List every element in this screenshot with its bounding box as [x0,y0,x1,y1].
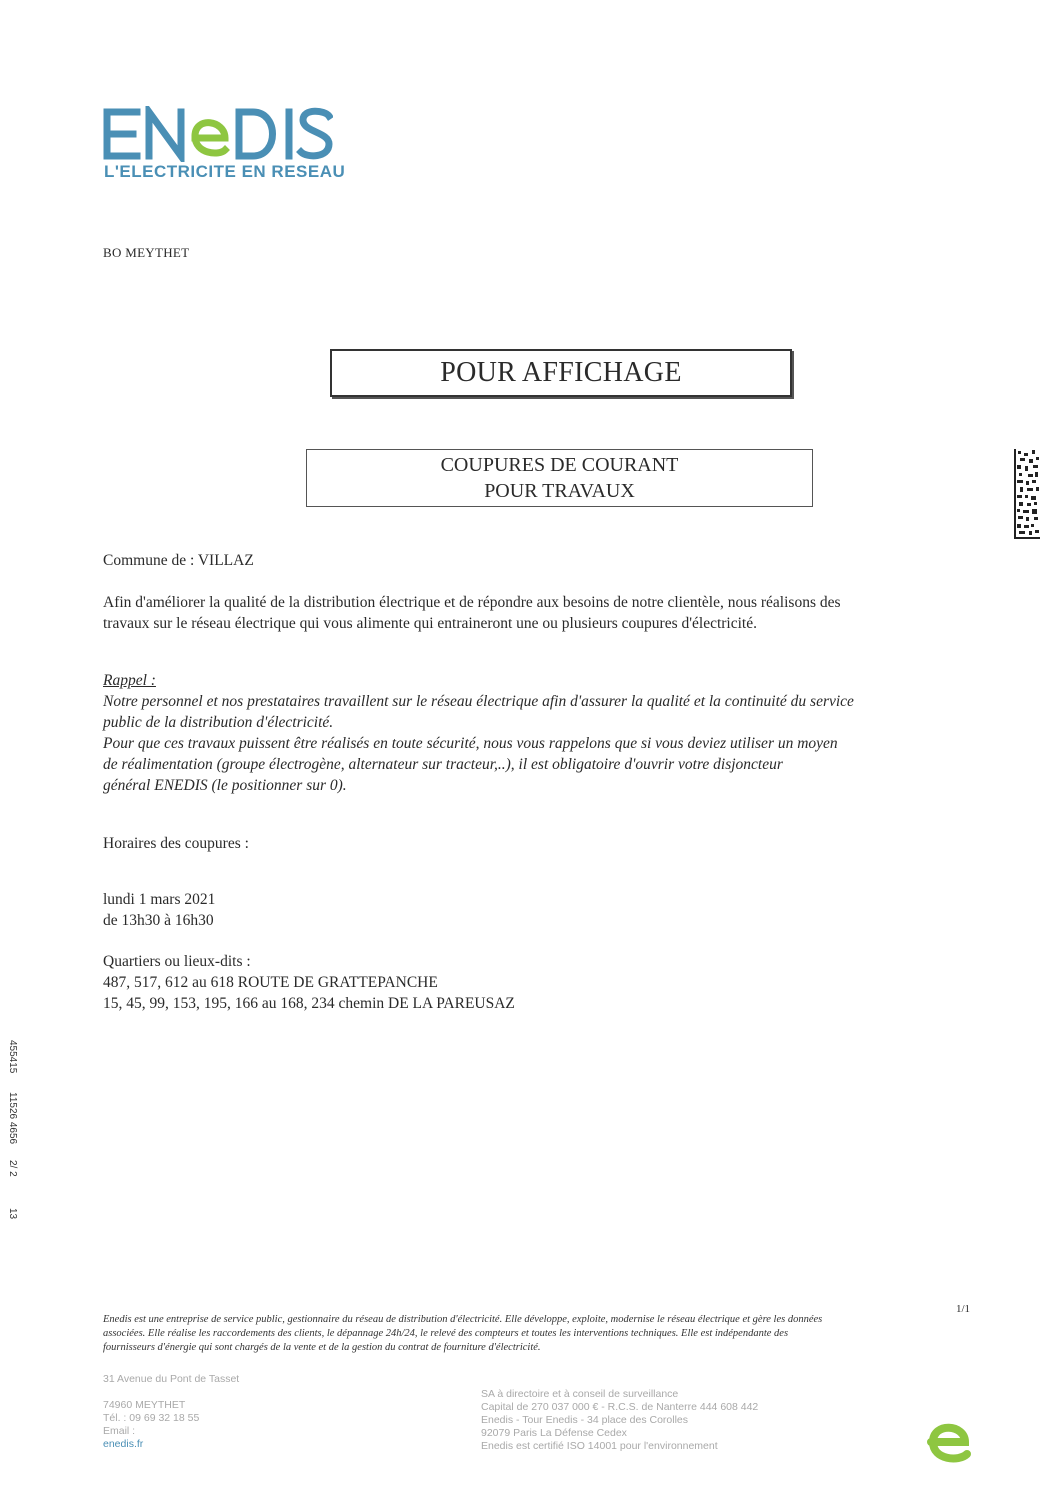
footer-legal-line: fournisseurs d'énergie qui sont chargés de la vente et de la gestion du contrat de fourniture d'électricité. [103,1342,541,1353]
schedule-date: lundi 1 mars 2021 [103,891,216,908]
commune: Commune de : VILLAZ [103,552,254,569]
intro-line: travaux sur le réseau électrique qui vous alimente qui entraineront une ou plusieurs coupures d'électricité. [103,615,757,632]
enedis-logo [103,106,333,162]
side-ref-page: 2/ 2 [7,1160,18,1177]
subheadline-line-2: POUR TRAVAUX [484,480,635,502]
address-right [481,1388,758,1453]
legal-line: SA à directoire et à conseil de surveillance [481,1388,679,1400]
address-left [103,1373,239,1451]
intro-paragraph [103,592,983,634]
legal-line: Enedis est certifié ISO 14001 pour l'environnement [481,1440,718,1452]
rappel-line: général ENEDIS (le positionner sur 0). [103,777,347,794]
website-link[interactable]: enedis.fr [103,1438,144,1450]
page-number: 1/1 [956,1303,971,1315]
quartiers-line: 487, 517, 612 au 618 ROUTE DE GRATTEPANCHE [103,974,438,991]
logo-tagline: L'ELECTRICITE EN RESEAU [104,162,346,181]
enedis-e-icon [925,1416,973,1464]
legal-line: Capital de 270 037 000 € - R.C.S. de Nanterre 444 608 442 [481,1401,759,1413]
address-line: Email : [103,1425,136,1437]
side-ref-code: 11526 4656 [7,1092,18,1145]
schedule-time: de 13h30 à 16h30 [103,912,214,929]
headline: POUR AFFICHAGE [440,357,682,388]
headline-box [330,349,792,397]
address-line: 31 Avenue du Pont de Tasset [103,1373,240,1385]
quartiers-line: 15, 45, 99, 153, 195, 166 au 168, 234 chemin DE LA PAREUSAZ [103,995,515,1012]
datamatrix-code [1014,449,1040,539]
rappel-line: Pour que ces travaux puissent être réalisés en toute sécurité, nous vous rappelons que si vous deviez utiliser un moyen [103,735,838,752]
legal-line: Enedis - Tour Enedis - 34 place des Corolles [481,1414,689,1426]
address-line [103,1386,239,1399]
legal-line: 92079 Paris La Défense Cedex [481,1427,627,1439]
rappel-section [103,670,993,796]
horaires-label: Horaires des coupures : [103,835,249,852]
rappel-title: Rappel : [103,672,156,689]
quartiers [103,951,515,1014]
address-line: 74960 MEYTHET [103,1399,186,1411]
side-reference [2,1040,32,1220]
address-line: Tél. : 09 69 32 18 55 [103,1412,200,1424]
schedule [103,889,215,931]
footer-legal-line: associées. Elle réalise les raccordements des clients, le dépannage 24h/24, le relevé des compteurs et toutes les interventions techniques. Elle est indépendante des [103,1328,789,1339]
office-name: BO MEYTHET [103,245,190,260]
rappel-line: de réalimentation (groupe électrogène, alternateur sur tracteur,..), il est obligatoire d'ouvrir votre disjoncteur [103,756,783,773]
subheadline-line-1: COUPURES DE COURANT [440,454,679,476]
rappel-line: public de la distribution d'électricité. [103,714,334,731]
footer-legal-line: Enedis est une entreprise de service public, gestionnaire du réseau de distribution d'électricité. Elle développe, exploite, modernise le réseau électrique et gère les données [103,1314,823,1325]
footer-legal [103,1313,983,1355]
subheadline-box [306,449,813,507]
intro-line: Afin d'améliorer la qualité de la distribution électrique et de répondre aux besoins de notre clientèle, nous réalisons des [103,594,841,611]
side-ref-code: 455415 [7,1040,18,1074]
side-ref-number: 13 [7,1208,18,1220]
rappel-line: Notre personnel et nos prestataires travaillent sur le réseau électrique afin d'assurer la qualité et la continuité du service [103,693,854,710]
quartiers-label: Quartiers ou lieux-dits : [103,953,251,970]
